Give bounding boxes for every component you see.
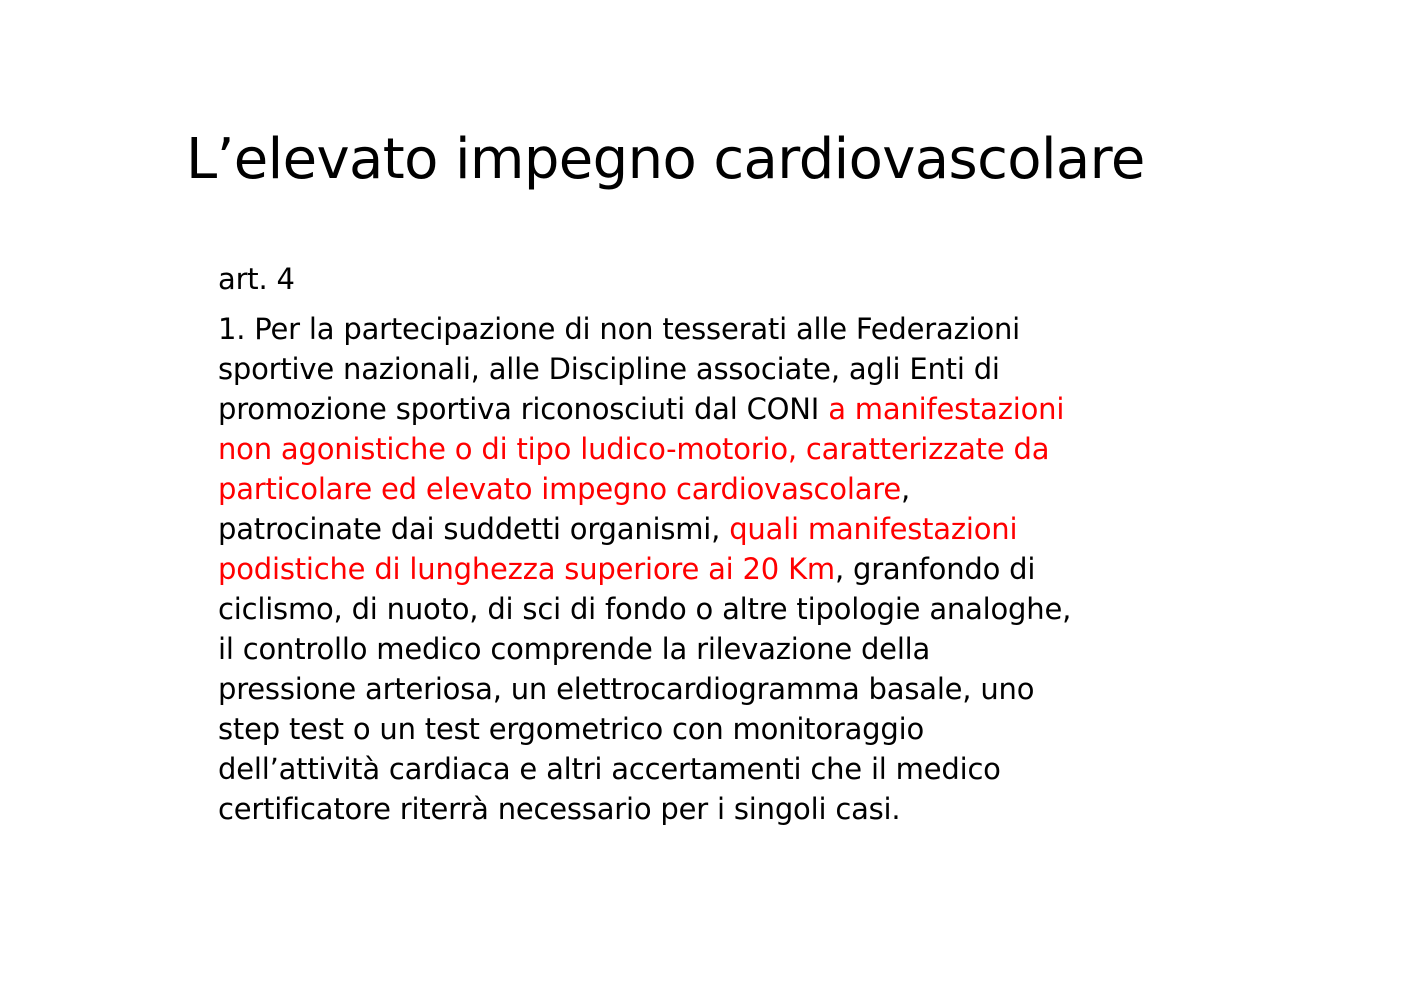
highlighted-text-segment: non agonistiche o di tipo ludico-motorio, caratterizzate da bbox=[218, 432, 1050, 466]
text-segment: patrocinate dai suddetti organismi, bbox=[218, 512, 730, 546]
paragraph-line bbox=[218, 589, 1278, 629]
highlighted-text-segment: particolare ed elevato impegno cardiovascolare bbox=[218, 472, 901, 506]
article-paragraph bbox=[218, 309, 1278, 829]
text-segment: , granfondo di bbox=[834, 552, 1036, 586]
paragraph-line bbox=[218, 629, 1278, 669]
paragraph-line bbox=[218, 709, 1278, 749]
text-segment: certificatore riterrà necessario per i singoli casi. bbox=[218, 792, 901, 826]
paragraph-line bbox=[218, 549, 1278, 589]
text-segment: dell’attività cardiaca e altri accertamenti che il medico bbox=[218, 752, 1001, 786]
paragraph-line bbox=[218, 509, 1278, 549]
paragraph-line bbox=[218, 789, 1278, 829]
text-segment: promozione sportiva riconosciuti dal CONI bbox=[218, 392, 829, 426]
paragraph-line bbox=[218, 749, 1278, 789]
text-segment: sportive nazionali, alle Discipline associate, agli Enti di bbox=[218, 352, 1000, 386]
paragraph-line bbox=[218, 429, 1278, 469]
paragraph-line bbox=[218, 389, 1278, 429]
text-segment: pressione arteriosa, un elettrocardiogramma basale, uno bbox=[218, 672, 1035, 706]
text-segment: il controllo medico comprende la rilevazione della bbox=[218, 632, 931, 666]
paragraph-line bbox=[218, 309, 1278, 349]
text-segment: 1. Per la partecipazione di non tesserati alle Federazioni bbox=[218, 312, 1021, 346]
paragraph-line bbox=[218, 469, 1278, 509]
highlighted-text-segment: podistiche di lunghezza superiore ai 20 Km bbox=[218, 552, 835, 586]
paragraph-line bbox=[218, 349, 1278, 389]
text-segment: ciclismo, di nuoto, di sci di fondo o altre tipologie analoghe, bbox=[218, 592, 1072, 626]
slide-body bbox=[218, 259, 1278, 829]
text-segment: step test o un test ergometrico con monitoraggio bbox=[218, 712, 924, 746]
slide-title: L’elevato impegno cardiovascolare bbox=[186, 127, 1145, 192]
paragraph-line bbox=[218, 669, 1278, 709]
article-label: art. 4 bbox=[218, 262, 295, 296]
highlighted-text-segment: a manifestazioni bbox=[828, 392, 1065, 426]
highlighted-text-segment: quali manifestazioni bbox=[729, 512, 1018, 546]
text-segment: , bbox=[901, 472, 911, 506]
